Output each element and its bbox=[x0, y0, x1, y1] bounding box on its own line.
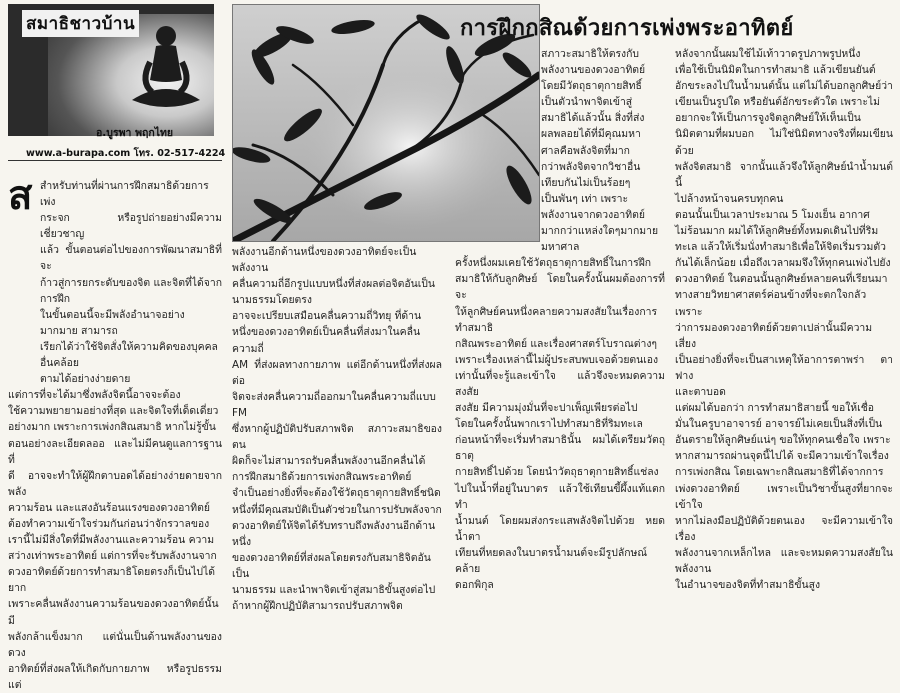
text-column-2 bbox=[232, 244, 442, 614]
text-column-3 bbox=[455, 46, 665, 593]
paragraph: แต่การที่จะได้มาซึ่งพลังจิตนี้อาจจะต้อง ใช้ความพยายามอย่างที่สุด และจิตใจที่เด็ดเดี่ยว อย่างมาก เพราะการเพ่งกสิณสมาธิ หากไม่รู้ขั้น ตอนอย่างละเอียดลออ และไม่มีคนดูแลการฐานที่ ดี อาจจะทำให้ผู้ฝึกตาบอดได้อย่างง่ายดายจากพลัง ความร้อน และแสงอันร้อนแรงของดวงอาทิตย์ bbox=[8, 389, 222, 514]
author-name: อ.บูรพา พฤกไทย bbox=[96, 127, 174, 139]
text-column-1 bbox=[8, 173, 222, 693]
drop-cap: ส bbox=[8, 173, 33, 219]
paragraph: อาจจะเปรียบเสมือนคลื่นความถี่วิทยุ ที่ด้าน หนึ่งของดวงอาทิตย์เป็นคลื่นที่ส่งมาในคลื่นความถี่ AM ที่ส่งผลทางกายภาพ แต่อีกด้านหนึ่งที่ส่งผลต่อ จิตจะส่งคลื่นความถี่ออกมาในคลื่นความถี่แบบ FM ซึ่งหากผู้ปฏิบัติปรับสภาพจิต สภาวะสมาธิของตน ผิดก็จะไม่สามารถรับคลื่นพลังงานอีกคลื่นได้ bbox=[232, 310, 442, 468]
paragraph: โดยในครั้งนั้นพากเราไปทำสมาธิที่ริมทะเล ก่อนหน้าที่จะเริ่มทำสมาธินั้น ผมได้เตรียมวัตถุธาตุ กายสิทธิ์ไปด้วย โดยนำวัตถุธาตุกายสิทธิ์แช่ลง ไปในน้ำที่อยู่ในบาตร แล้วใช้เทียนขี้ผึ้งแท้แตกทำ น้ำมนต์ โดยผมส่งกระแสพลังจิตไปด้วย หยดน้ำตา เทียนที่หยดลงในบาตรน้ำมนต์จะมีรูปลักษณ์คล้าย ดอกพิกุล bbox=[455, 418, 665, 592]
paragraph: หลังจากนั้นผมใช้ไม้เท้าวาดรูปภาพรูปหนึ่ง เพื่อใช้เป็นนิมิตในการทำสมาธิ แล้วเขียนยันต์ อักขระลงไปในน้ำมนต์นั้น แต่ไม่ได้บอกลูกศิษย์ว่า เขียนเป็นรูปใด หรือยันต์อักขระตัวใด เพราะไม่ อยากจะให้เป็นการจูงจิตลูกศิษย์ให้เห็นเป็น นิมิตตามที่ผมบอก ไม่ใช่นิมิตทางจริงที่ผมเขียนด้วย พลังจิตสมาธิ จากนั้นแล้วจึงให้ลูกศิษย์นำน้ำมนต์นี้ ไปล้างหน้าจนครบทุกคน bbox=[675, 48, 893, 205]
column-title: สมาธิชาวบ้าน bbox=[22, 10, 139, 37]
paragraph: พลังงานอีกด้านหนึ่งของดวงอาทิตย์จะเป็นพลังงาน คลื่นความถี่อีกรูปแบบหนึ่งที่ส่งผลต่อจิตอันเป็น นามธรรมโดยตรง bbox=[232, 246, 435, 307]
paragraph: สำหรับท่านที่ผ่านการฝึกสมาธิด้วยการเพ่ง กระจก หรือรูปถ่ายอย่างมีความเชี่ยวชาญ แล้ว ขั้นตอนต่อไปของการพัฒนาสมาธิที่จะ ก้าวสู่การยกระดับของจิต และจิตที่ได้จากการฝึก ในขั้นตอนนี้จะมีพลังอำนาจอย่างมากมาย สามารถ เรียกได้ว่าใช้จิตสั่งให้ความคิดของบุคคลอื่นคล้อย ตามได้อย่างง่ายดาย bbox=[40, 180, 222, 386]
text-column-4 bbox=[675, 46, 893, 593]
paragraph: การฝึกสมาธิด้วยการเพ่งกสิณพระอาทิตย์ จำเป็นอย่างยิ่งที่จะต้องใช้วัตถุธาตุกายสิทธิ์ชนิด หนึ่งที่มีคุณสมบัติเป็นตัวช่วยในการปรับพลังจาก ดวงอาทิตย์ให้จิตได้รับทราบถึงพลังงานอีกด้านหนึ่ง ของดวงอาทิตย์ที่ส่งผลโดยตรงกับสมาธิจิตอันเป็น นามธรรม และนำพาจิตเข้าสู่สมาธิขั้นสูงต่อไป ถ้าหากผู้ฝึกปฏิบัติสามารถปรับสภาพจิต bbox=[232, 471, 442, 613]
paragraph: ครั้งหนึ่งผมเคยใช้วัตถุธาตุกายสิทธิ์ในการฝึก สมาธิให้กับลูกศิษย์ โดยในครั้งนั้นผมต้องการที่จะ ให้ลูกศิษย์คนหนึ่งคลายความสงสัยในเรื่องการทำสมาธิ กสิณพระอาทิตย์ และเรื่องศาสตร์โบราณต่างๆ เพราะเรื่องเหล่านี้ไม่ผู้ประสบพบเจอด้วยตนเอง เท่านั้นที่จะรู้และเข้าใจ แล้วจึงจะหมดความสงสัย สงสัย มีความมุ่งมั่นที่จะปาเพ็ญเพียรต่อไป bbox=[455, 257, 665, 415]
paragraph: ต้องทำความเข้าใจร่วมกันก่อนว่าจักรวาลของ เรานี้ไม่มีสิ่งใดที่มีพลังงานและความร้อน ความ สว่างเท่าพระอาทิตย์ แต่การที่จะรับพลังงานจาก ดวงอาทิตย์ด้วยการทำสมาธิโดยตรงก็เป็นไปได้ยาก เพราะคลื่นพลังงานความร้อนของดวงอาทิตย์นั้นมี พลังกล้าแข็งมาก แต่นั่นเป็นด้านพลังงานของดวง อาทิตย์ที่ส่งผลให้เกิดกับกายภาพ หรือรูปธรรม แต่ bbox=[8, 517, 222, 691]
article-headline: การฝึกกสิณด้วยการเพ่งพระอาทิตย์ bbox=[460, 16, 794, 41]
contact-line: www.a-burapa.com โทร. 02-517-4224 bbox=[26, 148, 226, 159]
paragraph: แต่ผมได้บอกว่า การทำสมาธิสายนี้ ขอให้เชื่อ มั่นในครูบาอาจารย์ อาจารย์ไม่เคยเป็นสิ่งที่เป็น อันตรายให้ลูกศิษย์แน่ๆ ขอให้ทุกคนเชื่อใจ เพราะ หากสามารถผ่านจุดนี้ไปได้ จะมีความเข้าใจเรื่อง การเพ่งกสิณ โดยเฉพาะกสิณสมาธิที่ได้จากการ เพ่งดวงอาทิตย์ เพราะเป็นวิชาขั้นสูงที่ยากจะเข้าใจ หากไม่ลงมือปฏิบัติด้วยตนเอง จะมีความเข้าใจเรื่อง พลังงานจากเหล็กไหล และจะหมดความสงสัยในพลังงาน ในอำนาจของจิตที่ทำสมาธิขั้นสูง bbox=[675, 402, 893, 592]
paragraph: ตอนนั้นเป็นเวลาประมาณ 5 โมงเย็น อากาศ ไม่ร้อนมาก ผมได้ให้ลูกศิษย์ทั้งหมดเดินไปที่ริม ทะเล แล้วให้เริ่มนั่งทำสมาธิเพื่อให้จิตเริ่มรวมตัว กันได้เล็กน้อย เมื่อถึงเวลาผมจึงให้ทุกคนเพ่งไปยัง ดวงอาทิตย์ ในตอนนั้นลูกศิษย์หลายคนที่เรียนมา ทางสายวิทยาศาสตร์ค่อนข้างที่จะตกใจกลัว เพราะ ว่าการมองดวงอาทิตย์ด้วยตาเปล่านั้นมีความเสี่ยง เป็นอย่างยิ่งที่จะเป็นสาเหตุให้อาการตาพร่า ตาฟาง และตาบอด bbox=[675, 208, 893, 398]
divider bbox=[8, 160, 222, 161]
meditating-figure-icon bbox=[126, 22, 206, 122]
column-header-image bbox=[8, 4, 214, 136]
paragraph: สภาวะสมาธิให้ตรงกับ พลังงานของดวงอาทิตย์ โดยมีวัตถุธาตุกายสิทธิ์ เป็นตัวนำพาจิตเข้าสู่ สมาธิได้แล้วนั้น สิ่งที่ส่ง ผลพลอยได้ที่มีคุณมหา ศาลคือพลังจิตที่มาก กว่าพลังจิตจากวิชาอื่น เทียบกันไม่เป็นร้อยๆ เป็นพันๆ เท่า เพราะ พลังงานจากดวงอาทิตย์ มากกว่าแหล่งใดๆมากมาย มหาศาล bbox=[541, 48, 659, 254]
